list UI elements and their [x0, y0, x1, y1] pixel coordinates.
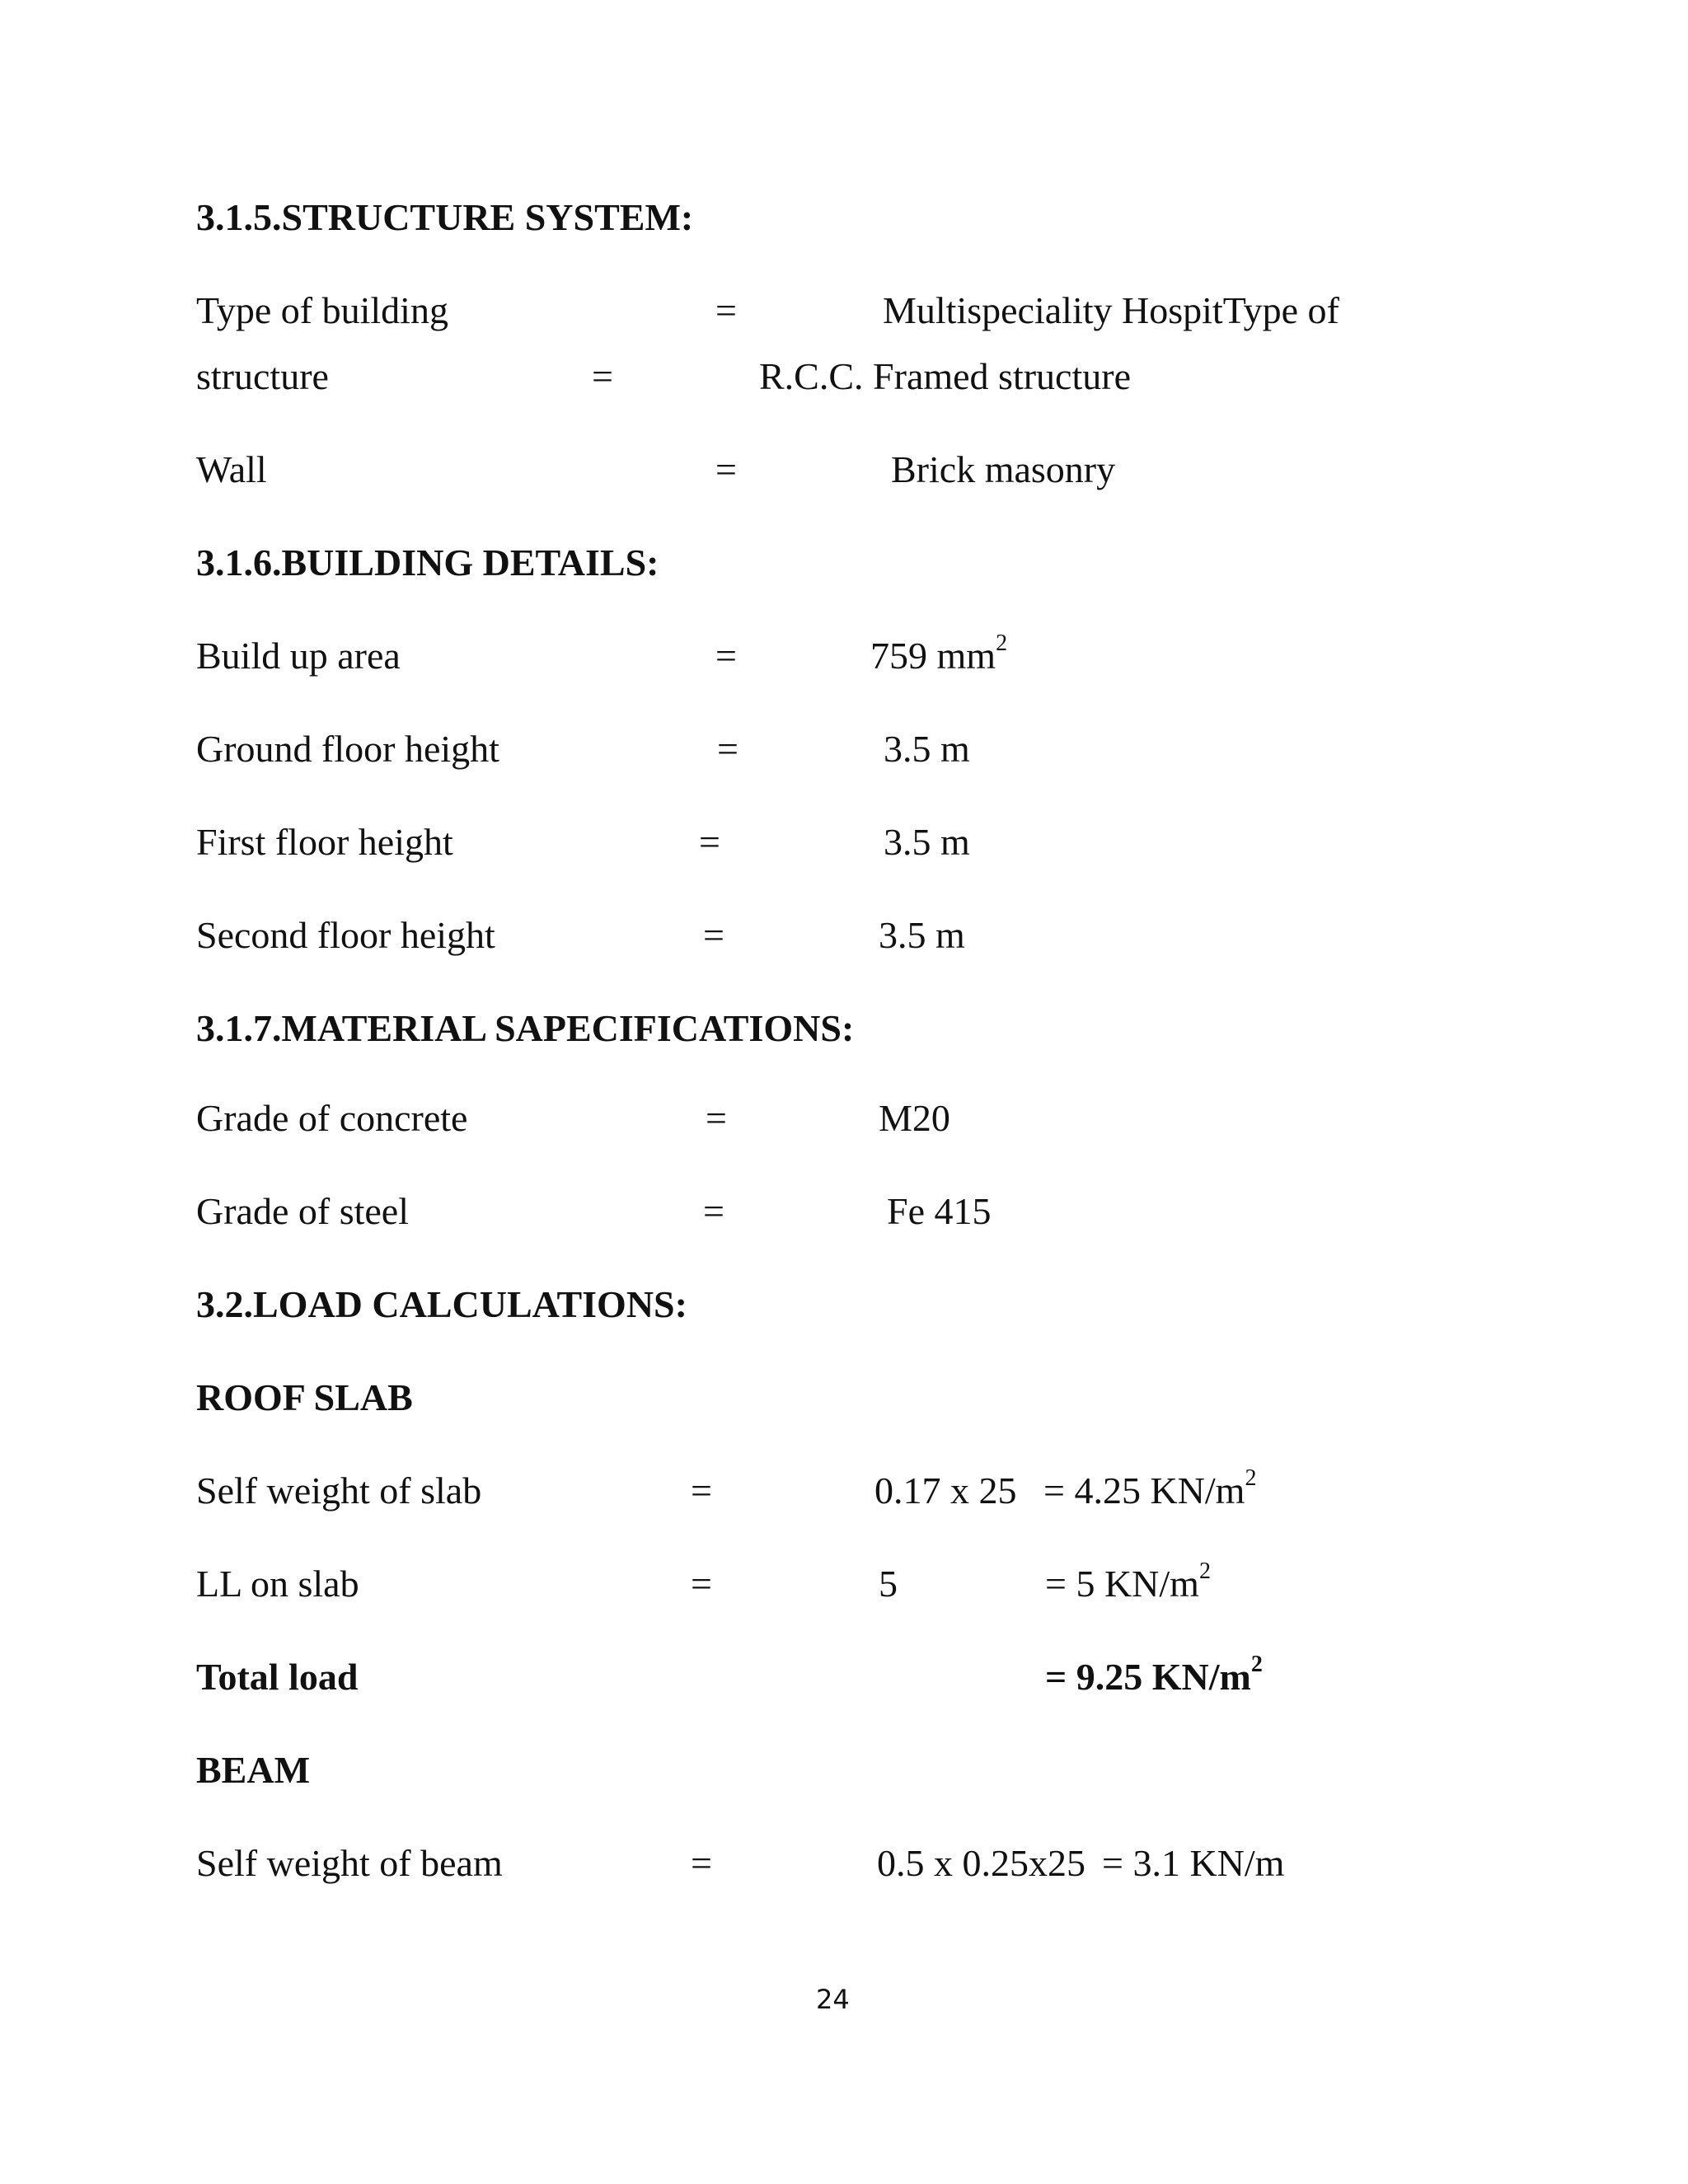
- equals-sign: =: [691, 1563, 712, 1605]
- value-grade-of-concrete: M20: [879, 1097, 950, 1139]
- expr-self-weight-of-beam: 0.5 x 0.25x25: [877, 1842, 1085, 1884]
- label-type-of-building: Type of building: [196, 289, 448, 331]
- heading-roof-slab: ROOF SLAB: [196, 1376, 413, 1418]
- heading-building-details: 3.1.6.BUILDING DETAILS:: [196, 541, 659, 583]
- heading-load-calculations: 3.2.LOAD CALCULATIONS:: [196, 1283, 687, 1325]
- result-ll-on-slab: = 5 $KN/m^2$: [1045, 1558, 1211, 1605]
- value-build-up-area: 759 $mm^2$: [870, 630, 1008, 677]
- equals-sign: =: [691, 1842, 712, 1884]
- superscript: 2: [1245, 1465, 1257, 1491]
- value-second-floor-height: 3.5 m: [879, 914, 965, 956]
- result-self-weight-of-slab: = 4.25 $KN/m^2$: [1043, 1465, 1257, 1511]
- heading-structure-system: 3.1.5.STRUCTURE SYSTEM:: [196, 196, 694, 238]
- value-type-of-building: Multispeciality HospitType of: [883, 289, 1339, 331]
- expr-ll-on-slab: 5: [879, 1563, 898, 1605]
- label-ground-floor-height: Ground floor height: [196, 728, 499, 770]
- equals-sign: =: [703, 1190, 724, 1232]
- label-first-floor-height: First floor height: [196, 821, 453, 863]
- value-first-floor-height: 3.5 m: [884, 821, 970, 863]
- equals-sign: =: [717, 728, 738, 770]
- expr-self-weight-of-slab: 0.17 x 25: [874, 1469, 1017, 1511]
- page-number: 24: [816, 1984, 850, 2015]
- equals-sign: =: [691, 1469, 712, 1511]
- label-type-of-structure: structure: [196, 355, 329, 397]
- heading-material-specifications: 3.1.7.MATERIAL SAPECIFICATIONS:: [196, 1007, 855, 1049]
- value-ground-floor-height: 3.5 m: [884, 728, 970, 770]
- label-wall: Wall: [196, 448, 267, 490]
- label-grade-of-steel: Grade of steel: [196, 1190, 409, 1232]
- heading-beam: BEAM: [196, 1749, 310, 1791]
- label-total-load: Total load: [196, 1656, 359, 1698]
- value-wall: Brick masonry: [891, 448, 1116, 490]
- equals-sign: =: [592, 355, 613, 397]
- equals-sign: =: [699, 821, 720, 863]
- label-build-up-area: Build up area: [196, 635, 401, 677]
- equals-sign: =: [715, 448, 737, 490]
- result-self-weight-of-beam: = 3.1 KN/m: [1102, 1842, 1285, 1884]
- label-self-weight-of-slab: Self weight of slab: [196, 1469, 482, 1511]
- label-grade-of-concrete: Grade of concrete: [196, 1097, 468, 1139]
- superscript: 2: [996, 630, 1008, 656]
- equals-sign: =: [706, 1097, 727, 1139]
- label-ll-on-slab: LL on slab: [196, 1563, 359, 1605]
- equals-sign: =: [715, 289, 737, 331]
- superscript: 2: [1198, 1558, 1211, 1584]
- value-type-of-structure: R.C.C. Framed structure: [759, 355, 1131, 397]
- superscript: 2: [1250, 1651, 1263, 1677]
- value-grade-of-steel: Fe 415: [887, 1190, 992, 1232]
- label-self-weight-of-beam: Self weight of beam: [196, 1842, 503, 1884]
- label-second-floor-height: Second floor height: [196, 914, 495, 956]
- equals-sign: =: [703, 914, 724, 956]
- result-total-load: = 9.25 $KN/m^2$: [1045, 1651, 1263, 1698]
- equals-sign: =: [715, 635, 737, 677]
